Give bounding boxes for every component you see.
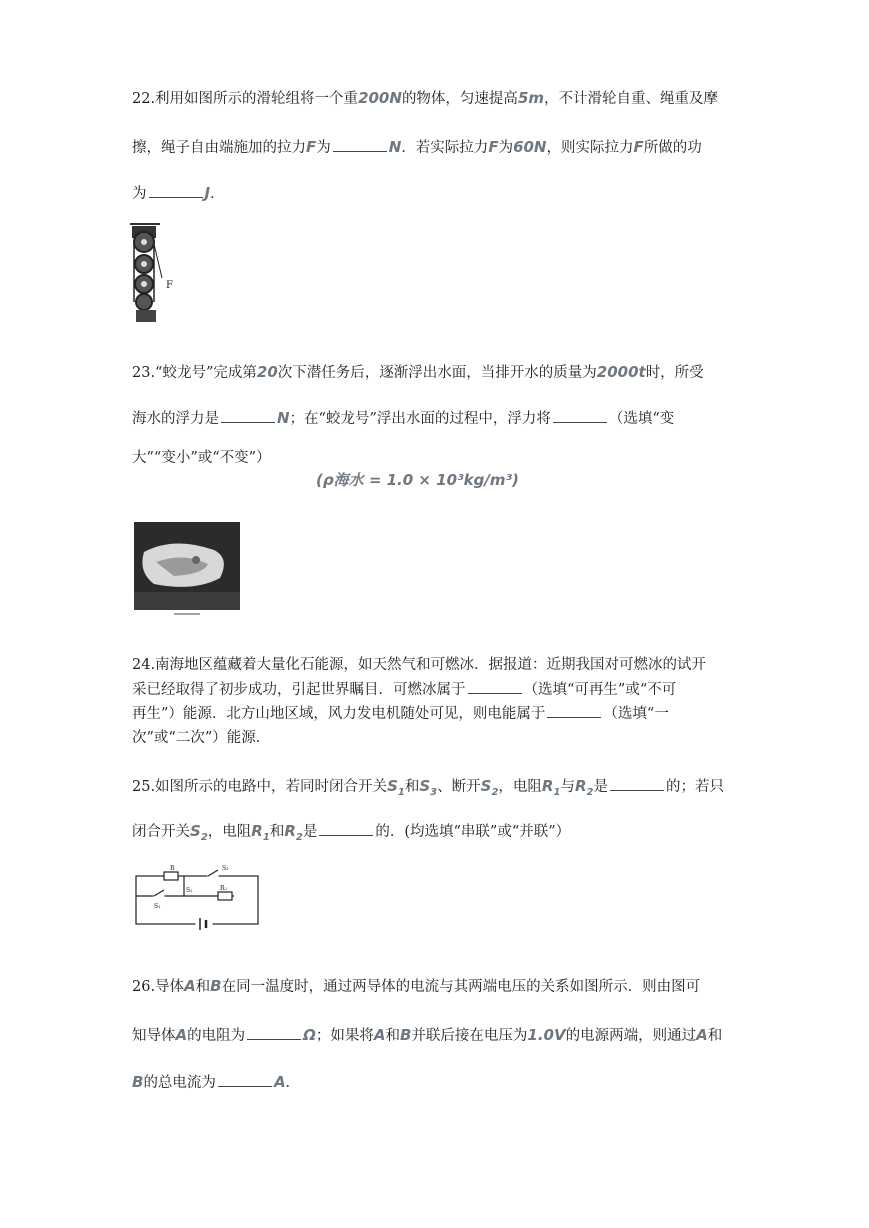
text: 24.南海地区蕴藏着大量化石能源，如天然气和可燃冰．据报道：近期我国对可燃冰的试开 xyxy=(132,657,707,673)
subscript: 3 xyxy=(430,787,438,798)
math-A: A xyxy=(696,1026,708,1044)
math-F: F xyxy=(488,138,499,156)
math-S2 xyxy=(480,777,499,798)
symbol: R xyxy=(251,822,263,840)
q25-line-2 xyxy=(132,821,570,848)
math-A: A xyxy=(184,977,196,995)
text: ，电阻 xyxy=(207,824,252,840)
text: （选填“一 xyxy=(603,706,669,722)
text: 擦，绳子自由端施加的拉力 xyxy=(132,140,306,156)
q22-line-3 xyxy=(132,183,225,204)
label-S3: S₃ xyxy=(222,865,229,872)
answer-blank[interactable] xyxy=(333,139,387,152)
math-R2 xyxy=(284,822,303,843)
math-unit: N xyxy=(277,409,290,427)
symbol: R xyxy=(284,822,296,840)
math-A: A xyxy=(373,1026,386,1044)
text: ． xyxy=(285,1075,301,1091)
subscript: 1 xyxy=(397,787,405,798)
force-label: F xyxy=(166,280,173,291)
q22-line-1 xyxy=(132,88,718,109)
math-A: A xyxy=(175,1026,188,1044)
text: ，不计滑轮自重、绳重及摩 xyxy=(544,91,719,107)
math-B: B xyxy=(132,1073,144,1091)
text: 和 xyxy=(269,824,285,840)
text: ；在“蛟龙号”浮出水面的过程中，浮力将 xyxy=(289,411,551,427)
q24-line-1 xyxy=(132,655,706,675)
subscript: 2 xyxy=(491,787,499,798)
q24-line-3 xyxy=(132,704,669,724)
answer-blank[interactable] xyxy=(218,1074,272,1087)
answer-blank[interactable] xyxy=(247,1027,301,1040)
q26-line-3 xyxy=(132,1072,300,1093)
q24-line-4 xyxy=(132,728,270,748)
pulley-figure xyxy=(128,222,188,326)
text: 次”或“二次”）能源． xyxy=(132,730,271,746)
q23-line-2 xyxy=(132,408,674,429)
text: 和 xyxy=(195,979,211,995)
math-unit: J xyxy=(204,184,211,202)
math-weight: 200N xyxy=(358,89,402,107)
answer-blank[interactable] xyxy=(149,185,203,198)
text: 的电阻为 xyxy=(187,1028,246,1044)
text: 知导体 xyxy=(132,1028,176,1044)
symbol: R xyxy=(574,777,587,795)
text: 26.导体 xyxy=(132,979,185,995)
q26-line-1 xyxy=(132,976,700,997)
symbol: S xyxy=(419,777,431,795)
math-R1 xyxy=(251,822,270,843)
circuit-diagram xyxy=(134,862,264,932)
label-R: R xyxy=(170,865,175,872)
label-S2: S₂ xyxy=(186,887,193,894)
answer-blank[interactable] xyxy=(468,681,522,694)
text: 是 xyxy=(302,824,318,840)
text: 的总电流为 xyxy=(143,1075,216,1091)
answer-blank[interactable] xyxy=(547,705,601,718)
text: 的电源两端，则通过 xyxy=(565,1028,697,1044)
text: ．若实际拉力 xyxy=(401,140,489,156)
density-formula: (ρ海水 = 1.0 × 10³kg/m³) xyxy=(316,471,519,489)
math-unit: N xyxy=(388,138,402,156)
answer-blank[interactable] xyxy=(553,410,607,423)
q23-line-1 xyxy=(132,362,704,383)
math-unit: Ω xyxy=(303,1026,316,1044)
text: 为 xyxy=(498,140,514,156)
math-R1 xyxy=(541,777,561,798)
text: 和 xyxy=(404,779,420,795)
text: ，电阻 xyxy=(498,779,542,795)
q22-line-2 xyxy=(132,137,702,158)
text: 为 xyxy=(132,186,147,202)
text: 、断开 xyxy=(437,779,481,795)
subscript: 1 xyxy=(553,787,561,798)
text: 和 xyxy=(385,1028,400,1044)
text: 次下潜任务后，逐渐浮出水面，当排开水的质量为 xyxy=(277,365,597,381)
math-count: 20 xyxy=(256,363,278,381)
math-voltage: 1.0V xyxy=(527,1026,566,1044)
math-S3 xyxy=(419,777,438,798)
text: 采已经取得了初步成功，引起世界瞩目．可燃冰属于 xyxy=(132,682,466,698)
q25-line-1 xyxy=(132,776,724,803)
symbol: S xyxy=(190,822,201,840)
text: 22.利用如图所示的滑轮组将一个重 xyxy=(132,91,359,107)
math-S2 xyxy=(190,822,208,843)
submarine-photo xyxy=(134,522,240,616)
subscript: 2 xyxy=(295,832,303,843)
math-mass: 2000t xyxy=(596,363,646,381)
math-B: B xyxy=(399,1026,412,1044)
text: 闭合开关 xyxy=(132,824,190,840)
math-force: 60N xyxy=(513,138,547,156)
text: ；如果将 xyxy=(315,1028,374,1044)
label-R2: R₂ xyxy=(220,885,227,892)
math-F: F xyxy=(306,138,317,156)
text: 在同一温度时，通过两导体的电流与其两端电压的关系如图所示．则由图可 xyxy=(221,979,701,995)
subscript: 1 xyxy=(262,832,270,843)
label-S1: S₁ xyxy=(154,903,161,910)
q23-line-3 xyxy=(132,448,271,468)
text: 大”“变小”或“不变”） xyxy=(132,450,271,466)
math-R2 xyxy=(574,777,594,798)
text: 再生”）能源．北方山地区域，风力发电机随处可见，则电能属于 xyxy=(132,706,546,722)
text: 时，所受 xyxy=(645,365,704,381)
text: 是 xyxy=(593,779,608,795)
text: 的；若只 xyxy=(665,779,724,795)
text: 25.如图所示的电路中，若同时闭合开关 xyxy=(132,779,388,795)
subscript: 2 xyxy=(200,832,208,843)
q23-formula xyxy=(316,470,519,491)
text: 的．(均选填“串联”或“并联”） xyxy=(375,824,571,840)
subscript: 2 xyxy=(586,787,594,798)
text: 和 xyxy=(707,1028,723,1044)
text: 的物体，匀速提高 xyxy=(401,91,518,107)
math-F: F xyxy=(633,138,644,156)
text: 并联后接在电压为 xyxy=(411,1028,528,1044)
text: 为 xyxy=(316,140,331,156)
text: 所做的功 xyxy=(643,140,702,156)
answer-blank[interactable] xyxy=(319,823,373,836)
text: ，则实际拉力 xyxy=(546,140,634,156)
text: （选填“可再生”或“不可 xyxy=(523,682,677,698)
text: 23.“蛟龙号”完成第 xyxy=(132,365,257,381)
math-B: B xyxy=(210,977,222,995)
answer-blank[interactable] xyxy=(221,410,275,423)
q26-line-2 xyxy=(132,1025,722,1046)
math-height: 5m xyxy=(517,89,545,107)
symbol: R xyxy=(541,777,554,795)
symbol: S xyxy=(387,777,398,795)
text: 海水的浮力是 xyxy=(132,411,219,427)
q24-line-2 xyxy=(132,680,676,700)
math-S1 xyxy=(387,777,405,798)
text: （选填“变 xyxy=(608,411,675,427)
text: ． xyxy=(210,186,225,202)
math-unit: A xyxy=(273,1073,286,1091)
text: 与 xyxy=(560,779,575,795)
symbol: S xyxy=(480,777,492,795)
answer-blank[interactable] xyxy=(610,778,664,791)
